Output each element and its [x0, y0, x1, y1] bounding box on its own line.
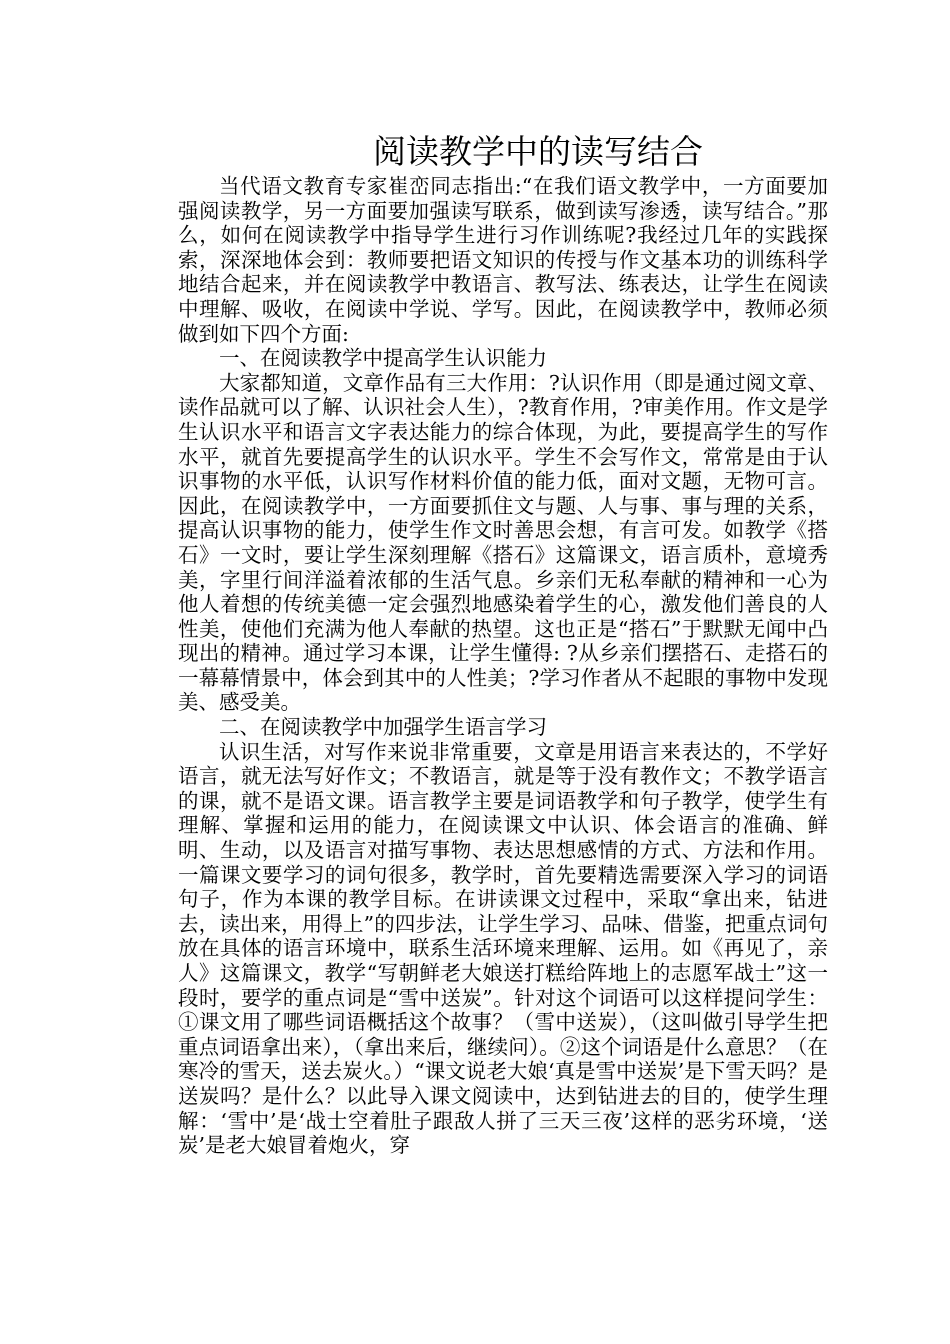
intro-paragraph: 当代语文教育专家崔峦同志指出:“在我们语文教学中，一方面要加强阅读教学，另一方面要加强读写联系，做到读写渗透，读写结合。”那么，如何在阅读教学中指导学生进行习作训练呢?我经过几年的实践探索，深深地体会到：教师要把语文知识的传授与作文基本功的训练科学地结合起来，并在阅读教学中教语言、教写法、练表达，让学生在阅读中理解、吸收，在阅读中学说、学写。因此，在阅读教学中，教师必须做到如下四个方面:: [178, 174, 828, 346]
section-1-paragraph: 大家都知道，文章作品有三大作用：?认识作用（即是通过阅文章、读作品就可以了解、认识社会人生），?教育作用，?审美作用。作文是学生认识水平和语言文字表达能力的综合体现，为此，要提高学生的写作水平，就首先要提高学生的认识水平。学生不会写作文，常常是由于认识事物的水平低，认识写作材料价值的能力低，面对文题，无物可言。因此，在阅读教学中，一方面要抓住文与题、人与事、事与理的关系，提高认识事物的能力，使学生作文时善思会想，有言可发。如教学《搭石》一文时，要让学生深刻理解《搭石》这篇课文，语言质朴，意境秀美，字里行间洋溢着浓郁的生活气息。乡亲们无私奉献的精神和一心为他人着想的传统美德一定会强烈地感染着学生的心，激发他们善良的人性美，使他们充满为他人奉献的热望。这也正是“搭石”于默默无闻中凸现出的精神。通过学习本课，让学生懂得: ?从乡亲们摆搭石、走搭石的一幕幕情景中，体会到其中的人性美；?学习作者从不起眼的事物中发现美、感受美。: [178, 370, 828, 715]
section-2-heading: 二、在阅读教学中加强学生语言学习: [219, 715, 547, 740]
section-1-heading: 一、在阅读教学中提高学生认识能力: [219, 346, 547, 371]
document-title: 阅读教学中的读写结合: [373, 132, 703, 171]
document-body: [178, 130, 828, 1158]
section-2-paragraph: 认识生活，对写作来说非常重要，文章是用语言来表达的，不学好语言，就无法写好作文；不教语言，就是等于没有教作文；不教学语言的课，就不是语文课。语言教学主要是词语教学和句子教学，使学生有理解、掌握和运用的能力，在阅读课文中认识、体会语言的准确、鲜明、生动，以及语言对描写事物、表达思想感情的方式、方法和作用。一篇课文要学习的词句很多，教学时，首先要精选需要深入学习的词语句子，作为本课的教学目标。在讲读课文过程中，采取“拿出来，钻进去，读出来，用得上”的四步法，让学生学习、品味、借鉴，把重点词句放在具体的语言环境中，联系生活环境来理解、运用。如《再见了，亲人》这篇课文，教学“写朝鲜老大娘送打糕给阵地上的志愿军战士”这一段时，要学的重点词是“雪中送炭”。针对这个词语可以这样提问学生：①课文用了哪些词语概括这个故事？（雪中送炭），（这叫做引导学生把重点词语拿出来），（拿出来后，继续问）。②这个词语是什么意思？（在寒冷的雪天，送去炭火。）“课文说老大娘‘真是雪中送炭’是下雪天吗？是送炭吗？是什么？以此导入课文阅读中，达到钻进去的目的，使学生理解：‘雪中’是‘战士空着肚子跟敌人拼了三天三夜’这样的恶劣环境，‘送炭’是老大娘冒着炮火，穿: [178, 739, 828, 1158]
